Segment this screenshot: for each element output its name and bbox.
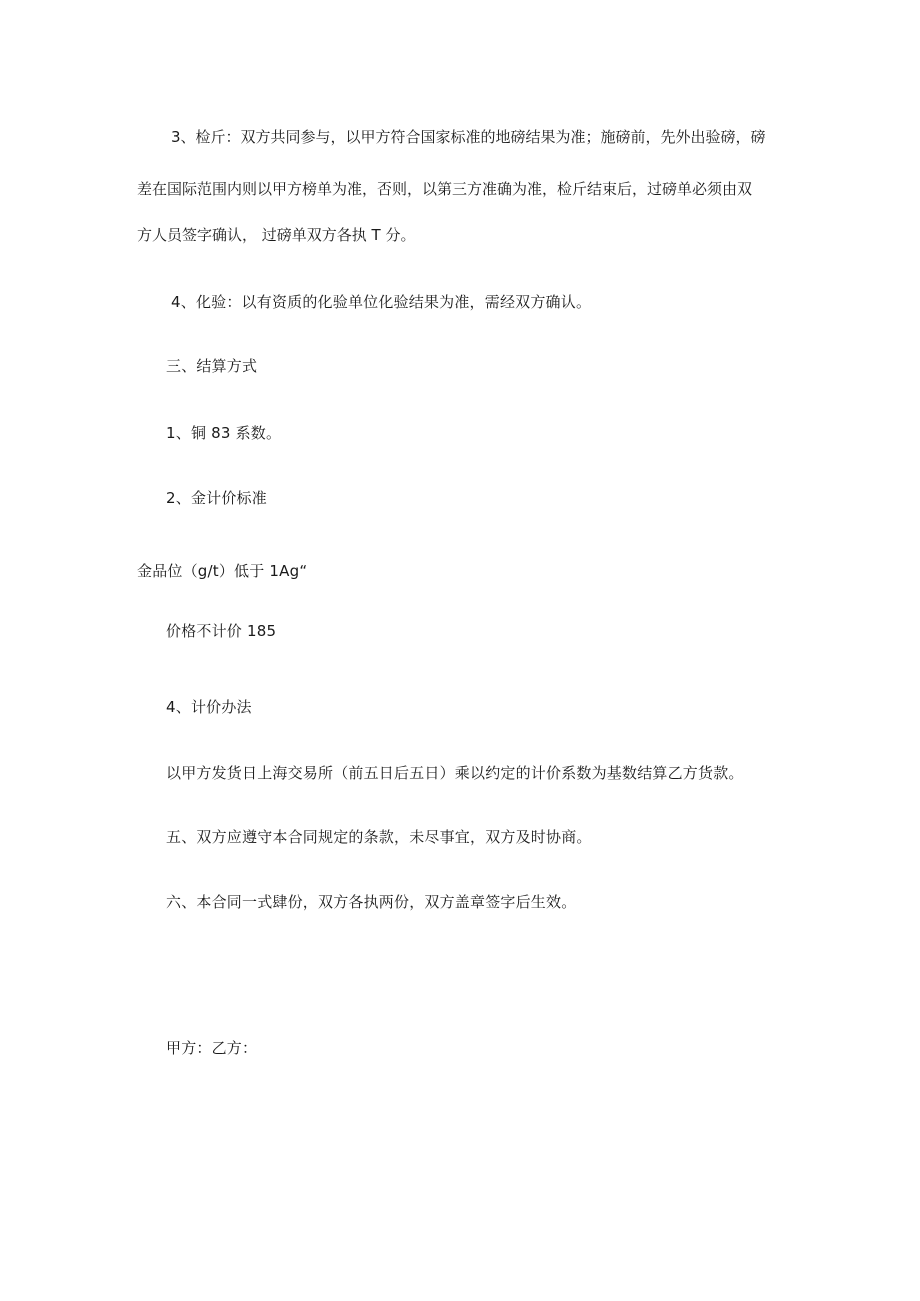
price-note: 价格不计价 185 [166, 622, 277, 640]
clause-assay: 4、化验：以有资质的化验单位化验结果为准，需经双方确认。 [171, 293, 592, 311]
section-copies: 六、本合同一式肆份，双方各执两份，双方盖章签字后生效。 [166, 893, 577, 911]
signature-line: 甲方：乙方： [166, 1039, 258, 1057]
pricing-method-text: 以甲方发货日上海交易所（前五日后五日）乘以约定的计价系数为基数结算乙方货款。 [166, 764, 744, 782]
gold-grade-line: 金品位（g/t）低于 1Ag“ [137, 562, 308, 580]
clause-weighing-line-2: 差在国际范围内则以甲方榜单为准，否则，以第三方准确为准，检斤结束后，过磅单必须由双 [137, 180, 753, 198]
item-gold-pricing-standard: 2、金计价标准 [166, 489, 267, 507]
clause-weighing-line-1: 3、检斤：双方共同参与，以甲方符合国家标准的地磅结果为准；施磅前，先外出验磅，磅 [171, 128, 766, 146]
section-settlement-heading: 三、结算方式 [166, 357, 258, 375]
item-pricing-method-heading: 4、计价办法 [166, 698, 252, 716]
section-compliance: 五、双方应遵守本合同规定的条款，未尽事宜，双方及时协商。 [166, 828, 592, 846]
item-copper-coefficient: 1、铜 83 系数。 [166, 424, 282, 442]
clause-weighing [137, 127, 783, 247]
clause-weighing-line-3: 方人员签字确认， 过磅单双方各执 T 分。 [137, 226, 416, 244]
